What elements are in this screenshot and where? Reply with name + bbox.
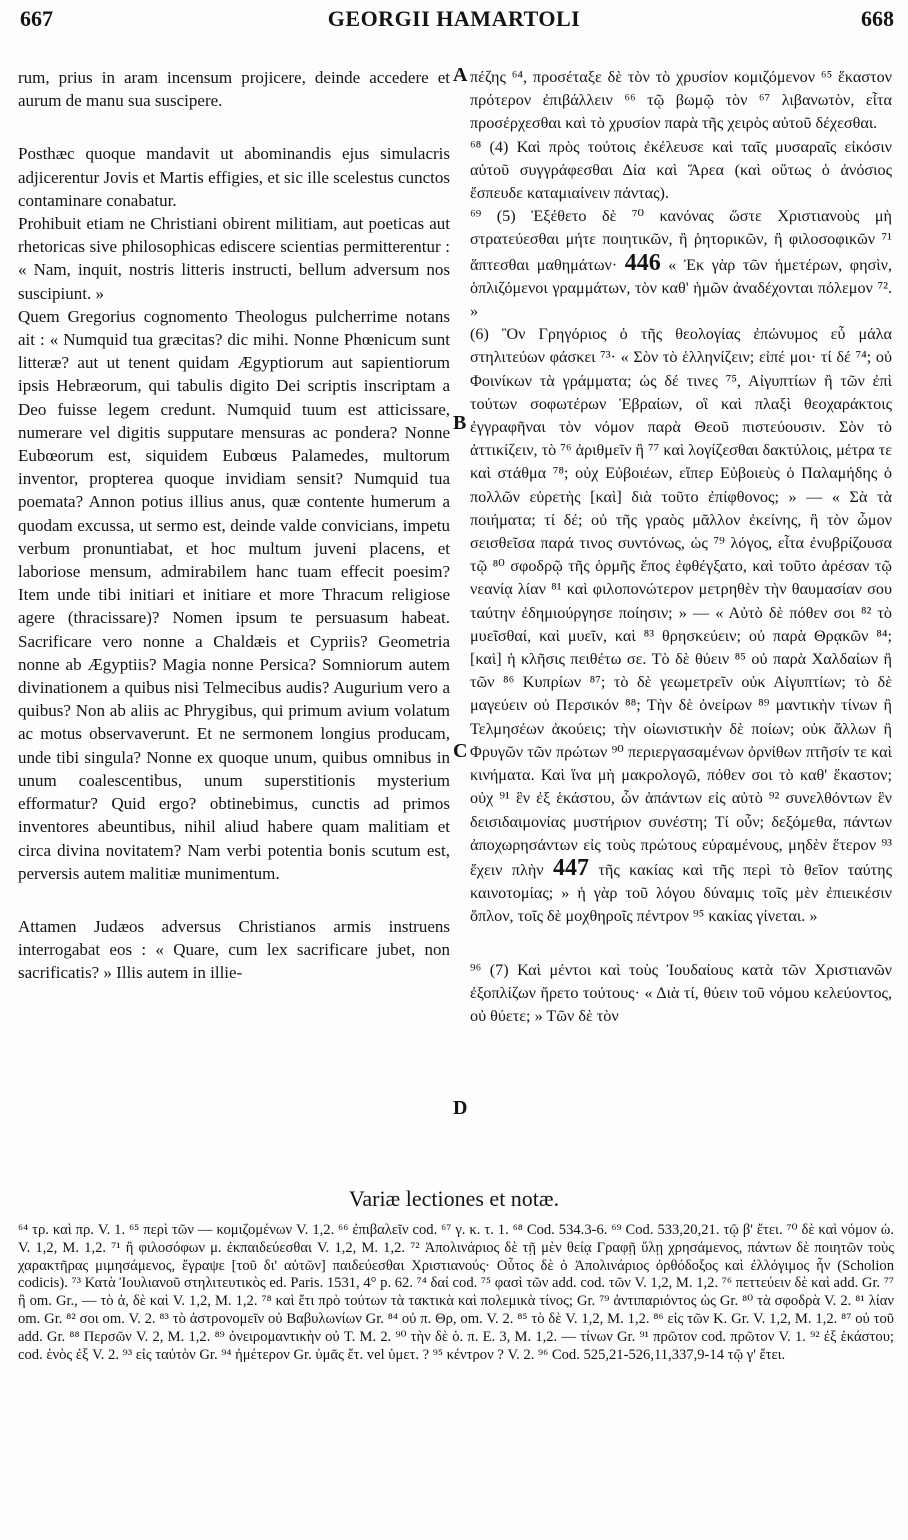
margin-letter-d: D bbox=[453, 1097, 468, 1119]
critical-apparatus bbox=[18, 1222, 894, 1527]
latin-paragraph: Posthæc quoque mandavit ut abominandis ejus simulacris adjicerentur Jovis et Martis effigies, et sic ille scelestus cunctos contaminare conabatur. bbox=[18, 144, 450, 210]
column-number: 446 bbox=[624, 249, 661, 276]
latin-paragraph: Quem Gregorius cognomento Theologus pulcherrime notans ait : « Numquid tua græcitas? dic mihi. Nonne Phœnicum sunt litteræ? aut ut tenent quidam Ægyptiorum aut sapientiorum ipsis Hebræorum, qui tabulis digito Dei scriptis inscriptam a Deo fuisse legem credunt. Numquid tuum est atticissare, numerare vel digitis supputare mensuras ac pondera? Nonne Eubœorum est, siquidem Eubœus Palamedes, multorum inventor, propterea quoque invidiam sensit? Numquid tua poemata? Annon potius illius anus, quæ contente humerum a quodam excussa, ut sermo est, deinde valde convicians, impetu verbum pronuntiabat, et hoc multum juveni placens, et laboriose mensum, admirabilem hanc tuam effecit poesim? Item unde tibi initiari et initiare et more Thracum religiose agere (thracissare)? Nomen ipsum te persuasum habeat. Sacrificare vero nonne a Chaldæis et Cypriis? Geometria nonne ab Ægyptiis? Magia nonne Persica? Somniorum autem divinationem a quibus nisi Telmecibus audis? Augurium vero a quibus? Non ab aliis ac Phrygibus, qui primum avium volatum ac motus observaverunt. Et ne sermonem longius producam, unde tibi singula? Nonne ex quoque unum, quibus omnibus in unum coalescentibus, unum superstitionis mysterium efformatur? Quid ergo? obtinebimus, cunctis ad primos inventores abeuntibus, nihil aliud habere quam malitiam et circa divina novitatem? Nam verbi potentia bonis scutum est, perversis autem malitiæ munimentum. bbox=[18, 306, 450, 883]
margin-letter-b: B bbox=[453, 412, 467, 434]
notes-text: ⁶⁴ τρ. καὶ πρ. V. 1. ⁶⁵ περὶ τῶν — κομιζομένων V. 1,2. ⁶⁶ ἐπιβαλεῖν cod. ⁶⁷ γ. κ. τ. 1. ⁶⁸ Cod. 534.3-6. ⁶⁹ Cod. 533,20,21. τῷ β' ἔτει. ⁷⁰ δὲ καὶ νόμον ὡ. V. 1,2, M. 1,2. ⁷¹ ἢ φιλοσόφων μ. ἐκπαιδεύεσθαι V. 1,2, M. 1,2. ⁷² Ἀπολινάριος δὲ τῇ μὲν θείᾳ Γραφῇ ὕλῃ χρησάμενος, πάντων δὲ ποιητῶν τοὺς χαρακτῆρας μιμησάμενος, ἔγραψε [τοῦ δι' αὐτῶν] παιδεύεσθαι Χριστιανούς· Οὗτος δὲ ὁ Ἀπολινάριος ὀρθόδοξος καὶ ἐλλόγιμος ἦν (Scholion codicis). ⁷³ Κατὰ Ἰουλιανοῦ στηλιτευτικὸς ed. Paris. 1531, 4° p. 62. ⁷⁴ δαί cod. ⁷⁵ φασὶ τῶν add. cod. τῶν V. 1,2, M. 1,2. ⁷⁶ πεττεύειν δὲ καὶ add. Gr. ⁷⁷ ἢ om. Gr., — τὸ ἀ, δὲ καὶ V. 1,2, M. 1,2. ⁷⁸ καὶ ἔτι πρὸ τούτων τὰ τακτικὰ καὶ πολεμικὰ τίνος; Gr. ⁷⁹ ἀντιπαριόντος ὡς Gr. ⁸⁰ τὰ σφοδρὰ V. 2. ⁸¹ λίαν om. Gr. ⁸² σοι om. V. 2. ⁸³ τὸ ἀστρονομεῖν οὐ Βαβυλωνίων Gr. ⁸⁴ οὐ π. Θρ, om. V. 2. ⁸⁵ τὸ δὲ V. 1,2, M. 1,2. ⁸⁶ εἰς τῶν K. Gr. V. 1,2, M. 1,2. ⁸⁷ οὐ τοῦ add. Gr. ⁸⁸ Περσῶν V. 2, M. 1,2. ⁸⁹ ὀνειρομαντικὴν οὐ T. M. 2. ⁹⁰ τὴν δὲ ὁ. π. E. 3, M. 1,2. — τίνων Gr. ⁹¹ πρῶτον cod. πρῶτον V. 1. ⁹² ἐξ ἑκάστου; cod. ἑνὸς ἐξ V. 2. ⁹³ εἰς ταὐτὸν Gr. ⁹⁴ ἡμέτερον Gr. ὑμᾶς ἔτ. vel ὑμετ. ? ⁹⁵ κέντρον ? V. 2. ⁹⁶ Cod. 525,21-526,11,337,9-14 τῷ γ' ἔτει. bbox=[18, 1222, 894, 1363]
running-title: GEORGII HAMARTOLI bbox=[327, 6, 581, 31]
left-page-number: 667 bbox=[20, 6, 53, 31]
margin-letter-c: C bbox=[453, 740, 468, 762]
latin-column bbox=[18, 66, 450, 1191]
right-page-number: 668 bbox=[861, 6, 894, 31]
column-number: 447 bbox=[552, 854, 589, 881]
margin-letter-a: A bbox=[453, 64, 468, 86]
latin-paragraph: rum, prius in aram incensum projicere, deinde accedere et aurum de manu sua suscipere. bbox=[18, 68, 450, 111]
greek-paragraph: (6) Ὃν Γρηγόριος ὁ τῆς θεολογίας ἐπώνυμος εὖ μάλα στηλιτεύων φάσκει ⁷³· « Σὸν τὸ ἑλληνίζειν; εἰπέ μοι· τί δέ ⁷⁴; οὐ Φοινίκων τὰ γράμματα; ὡς δέ τινες ⁷⁵, Αἰγυπτίων ἢ τῶν ἐπὶ τούτων σοφωτέρων Ἑβραίων, οἳ καὶ πλαξὶ θεοχαράκτοις ἐγγραφῆναι τὸν νόμον παρὰ Θεοῦ πιστεύουσιν. Σὸν τὸ ἀττικίζειν, τὸ ⁷⁶ ἀριθμεῖν ἢ ⁷⁷ καὶ λογίζεσθαι δακτύλοις, μέτρα τε καὶ στάθμα ⁷⁸; οὐχ Εὐβοιέων, εἴπερ Εὐβοιεὺς ὁ Παλαμήδης ὁ πολλῶν εὑρετὴς [καὶ] διὰ τοῦτο ἐπίφθονος; » — « Σὰ τὰ ποιήματα; τί δέ; οὐ τῆς γραὸς μᾶλλον ἐκείνης, ἣ τὸν ὦμον σεισθεῖσα παρά τινος συντόνως, ὡς ⁷⁹ λόγος, εἶτα ἐνυβρίζουσα τῷ ⁸⁰ σφοδρῷ τῆς ὁρμῆς ἔπος ἐφθέγξατο, καὶ τοῦτο ἀρέσαν τῷ νεανίᾳ λίαν ⁸¹ καὶ φιλοπονώτερον μετρηθὲν τὴν θαυμασίαν σου ταύτην ἐδημιούργησε ποίησιν; » — « Αὐτὸ δὲ πόθεν σοι ⁸² τὸ μυεῖσθαί, καὶ μυεῖν, καὶ ⁸³ θρησκεύειν; οὐ παρὰ Θρᾳκῶν ⁸⁴; [καὶ] ἡ κλῆσις πειθέτω σε. Τὸ δὲ θύειν ⁸⁵ οὐ παρὰ Χαλδαίων ἢ τῶν ⁸⁶ Κυπρίων ⁸⁷; τὸ δὲ γεωμετρεῖν οὐκ Αἰγυπτίων; τὸ δὲ μαγεύειν οὐ Περσικόν ⁸⁸; Τὴν δὲ ὀνείρων ⁸⁹ μαντικὴν τίνων ἢ Τελμησέων ἀκούεις; τὴν οἰωνιστικὴν δὲ ποίων; οὐκ ἄλλων ἢ Φρυγῶν τῶν πρώτων ⁹⁰ περιεργασαμένων ὀρνίθων πτῆσίν τε καὶ κινήματα. Καὶ ἵνα μὴ μακρολογῶ, πόθεν σοι τὸ καθ' ἕκαστον; οὐχ ⁹¹ ἓν ἐξ ἑκάστου, ὧν ἁπάντων εἰς αὐτὸ ⁹² συνελθόντων ἓν δεισιδαιμονίας μυστήριον συνέστη; Τί οὖν; δεξόμεθα, πάντων ἀποχωρησάντων εἰς τοὺς πρώτους εὑραμένους, μηδὲν ἕτερον ⁹³ ἔχειν πλὴν 447 τῆς κακίας καὶ τῆς περὶ τὸ θεῖον ταύτης καινοτομίας; » ἡ γὰρ τοῦ λόγου δύναμις τοῖς μὲν ἐπιεικέσιν ὅπλον, τοῖς δὲ μοχθηροῖς πέντρον ⁹⁵ κακίας γίνεται. » bbox=[470, 325, 892, 926]
latin-paragraph: Prohibuit etiam ne Christiani obirent militiam, aut poeticas aut rhetoricas sive philosophicas ediscere scientias permitterentur : « Nam, inquit, nostris litteris instructi, bellum adversum nos suscipiunt. » bbox=[18, 214, 450, 303]
greek-paragraph: ⁹⁶ (7) Καὶ μέντοι καὶ τοὺς Ἰουδαίους κατὰ τῶν Χριστιανῶν ἐξοπλίζων ἤρετο τούτους· « Διὰ τί, θύειν τοῦ νόμου κελεύοντος, οὐ θύετε; » Τῶν δὲ τὸν bbox=[470, 960, 892, 1025]
greek-paragraph: ⁶⁹ (5) Ἐξέθετο δὲ ⁷⁰ κανόνας ὥστε Χριστιανοὺς μὴ στρατεύεσθαι μήτε ποιητικῶν, ἢ ῥητορικῶν, ἢ φιλοσοφικῶν ⁷¹ ἅπτεσθαι μαθημάτων· 446 « Ἐκ γὰρ τῶν ἡμετέρων, φησὶν, ὁπλιζόμενοι γραμμάτων, τὸν καθ' ἡμῶν ἀναδέχονται πόλεμον ⁷². » bbox=[470, 207, 892, 321]
notes-title: Variæ lectiones et notæ. bbox=[348, 1186, 560, 1211]
greek-paragraph: ⁶⁸ (4) Καὶ πρὸς τούτοις ἐκέλευσε καὶ ταῖς μυσαραῖς εἰκόσιν αὐτοῦ συγγράφεσθαι Δία καὶ Ἄρεα (καὶ οὕτως ὁ ἀνόσιος ἔσπευδε καταμιαίνειν πάντας). bbox=[470, 137, 892, 203]
greek-paragraph: πέζης ⁶⁴, προσέταξε δὲ τὸν τὸ χρυσίον κομιζόμενον ⁶⁵ ἕκαστον πρότερον ἐπιβάλλειν ⁶⁶ τῷ βωμῷ τὸν ⁶⁷ λιβανωτὸν, εἶτα προσέρχεσθαι καὶ τὸ χρυσίον παρὰ τῆς χειρὸς αὐτοῦ δέχεσθαι. bbox=[470, 68, 892, 133]
greek-column bbox=[470, 66, 892, 1191]
latin-paragraph: Attamen Judæos adversus Christianos armis instruens interrogabat eos : « Quare, cum lex sacrificare jubet, non sacrificatis? » Illis autem in illie- bbox=[18, 916, 450, 983]
